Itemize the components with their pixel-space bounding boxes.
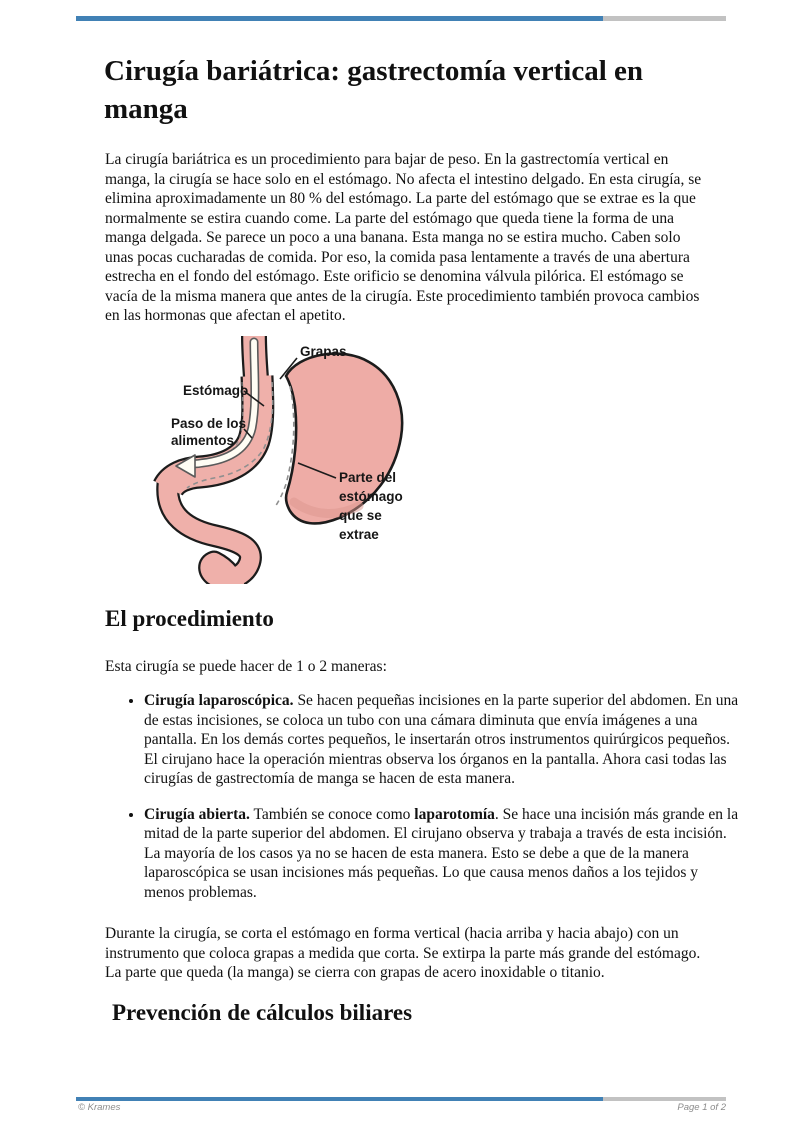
footer-accent-bar-blue: [76, 1097, 603, 1101]
footer-accent-bar: [76, 1097, 726, 1101]
list-item-laparoscopic: [144, 691, 741, 789]
bullet-text-open-before: También se conoce como: [253, 805, 411, 823]
label-grapas: Grapas: [300, 344, 347, 359]
label-parte-line2: estómago: [339, 489, 403, 504]
label-parte-line4: extrae: [339, 527, 379, 542]
gallstones-heading: Prevención de cálculos biliares: [112, 1000, 413, 1025]
label-estomago: Estómago: [183, 383, 249, 398]
label-parte-line1: Parte del: [339, 470, 397, 485]
footer-copyright: © Krames: [78, 1102, 121, 1113]
procedure-closing-paragraph: Durante la cirugía, se corta el estómago en forma vertical (hacia arriba y hacia abajo) con un instrumento que coloca grapas a medida que corta. Se extirpa la parte más grande del estómago. La parte que queda (la manga) se cierra con grapas de acero inoxidable o titanio.: [105, 925, 701, 981]
procedure-list: [105, 691, 741, 918]
bullet-term-laparotomia: laparotomía: [414, 805, 495, 823]
top-accent-bar-blue: [76, 16, 603, 21]
label-parte-line3: que se: [339, 508, 382, 523]
footer-page-number: Page 1 of 2: [677, 1102, 726, 1113]
procedure-heading: El procedimiento: [105, 606, 274, 631]
bullet-lead-laparoscopic: Cirugía laparoscópica.: [144, 692, 294, 709]
procedure-intro: Esta cirugía se puede hacer de 1 o 2 maneras:: [105, 658, 387, 675]
list-item-open-surgery: [144, 805, 741, 903]
stomach-illustration: [140, 336, 420, 584]
bullet-text-open-after: . Se hace una incisión más grande en la mitad de la parte superior del abdomen. El cirujano observa y trabaja a través de esta incisión. La mayoría de los casos ya no se hacen de esta manera. Esto se debe a que de la manera laparoscópica se usan incisiones más pequeñas. Lo que causa menos daños a los tejidos y menos problemas.: [144, 805, 739, 901]
sleeve-gastrectomy-diagram: [140, 336, 420, 584]
intro-paragraph: La cirugía bariátrica es un procedimiento para bajar de peso. En la gastrectomía vertical en manga, la cirugía se hace solo en el estómago. No afecta el intestino delgado. En esta cirugía, se elimina aproximadamente un 80 % del estómago. La parte del estómago que se extrae es la que normalmente se estira cuando come. La parte del estómago que queda tiene la forma de una manga delgada. Se parece un poco a una banana. Esta manga no se estira mucho. Caben solo unas pocas cucharadas de comida. Por eso, la comida pasa lentamente a través de una abertura estrecha en el fondo del estómago. Este orificio se denomina válvula pilórica. El estómago se vacía de la misma manera que antes de la cirugía. Este procedimiento también provoca cambios en las hormonas que afectan el apetito.: [105, 151, 702, 324]
top-accent-bar: [76, 16, 726, 21]
label-paso-line2: alimentos: [171, 433, 235, 448]
bullet-lead-open: Cirugía abierta.: [144, 805, 250, 823]
bullet-text-laparoscopic: Se hacen pequeñas incisiones en la parte superior del abdomen. En una de estas incisiones, se coloca un tubo con una cámara diminuta que envía imágenes a una pantalla. En los demás cortes pequeños, le insertarán otros instrumentos quirúrgicos pequeños. El cirujano hace la operación mientras observa los órganos en la pantalla. Ahora casi todas las cirugías de gastrectomía de manga se hacen de esta manera.: [144, 692, 739, 787]
page-title: Cirugía bariátrica: gastrectomía vertical en manga: [104, 55, 644, 125]
label-paso-line1: Paso de los: [171, 416, 247, 431]
